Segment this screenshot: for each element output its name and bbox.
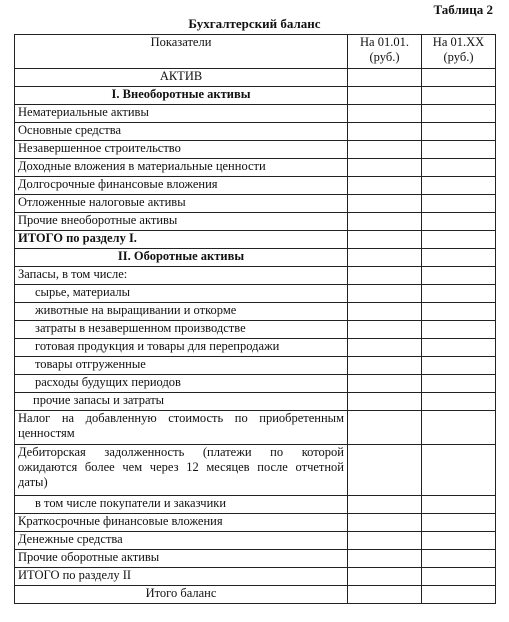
table-row xyxy=(15,69,496,87)
table-row xyxy=(15,141,496,159)
value-cell-start[interactable] xyxy=(348,514,422,532)
table-row xyxy=(15,267,496,285)
row-label: II. Оборотные активы xyxy=(15,249,348,267)
row-label: Денежные средства xyxy=(15,532,348,550)
value-cell-end[interactable] xyxy=(422,231,496,249)
table-row xyxy=(15,445,496,496)
value-cell-start[interactable] xyxy=(348,177,422,195)
value-cell-start[interactable] xyxy=(348,303,422,321)
value-cell-start[interactable] xyxy=(348,159,422,177)
value-cell-end[interactable] xyxy=(422,514,496,532)
value-cell-end[interactable] xyxy=(422,393,496,411)
value-cell-end[interactable] xyxy=(422,550,496,568)
row-label: ИТОГО по разделу I. xyxy=(15,231,348,249)
table-caption: Таблица 2 xyxy=(433,2,493,17)
value-cell-end[interactable] xyxy=(422,568,496,586)
row-label: Прочие оборотные активы xyxy=(15,550,348,568)
value-cell-end[interactable] xyxy=(422,532,496,550)
value-cell-start[interactable] xyxy=(348,375,422,393)
value-cell-start[interactable] xyxy=(348,87,422,105)
row-label: Краткосрочные финансовые вложения xyxy=(15,514,348,532)
value-cell-end[interactable] xyxy=(422,586,496,604)
table-row xyxy=(15,303,496,321)
table-row xyxy=(15,586,496,604)
row-label: Долгосрочные финансовые вложения xyxy=(15,177,348,195)
row-label: товары отгруженные xyxy=(15,357,348,375)
table-body xyxy=(15,69,496,604)
value-cell-end[interactable] xyxy=(422,321,496,339)
row-label: Основные средства xyxy=(15,123,348,141)
value-cell-start[interactable] xyxy=(348,249,422,267)
table-row xyxy=(15,285,496,303)
value-cell-end[interactable] xyxy=(422,141,496,159)
table-row xyxy=(15,514,496,532)
balance-sheet-table xyxy=(14,34,496,604)
table-row xyxy=(15,87,496,105)
value-cell-end[interactable] xyxy=(422,445,496,496)
value-cell-start[interactable] xyxy=(348,568,422,586)
column-header-indicator: Показатели xyxy=(15,35,348,69)
table-row xyxy=(15,568,496,586)
row-label: готовая продукция и товары для перепродажи xyxy=(15,339,348,357)
table-row xyxy=(15,496,496,514)
value-cell-start[interactable] xyxy=(348,586,422,604)
row-label: ИТОГО по разделу II xyxy=(15,568,348,586)
value-cell-end[interactable] xyxy=(422,195,496,213)
value-cell-end[interactable] xyxy=(422,357,496,375)
table-row xyxy=(15,105,496,123)
column-header-end: На 01.XX (руб.) xyxy=(422,35,496,69)
table-row xyxy=(15,159,496,177)
value-cell-end[interactable] xyxy=(422,69,496,87)
value-cell-end[interactable] xyxy=(422,177,496,195)
value-cell-start[interactable] xyxy=(348,69,422,87)
row-label: Незавершенное строительство xyxy=(15,141,348,159)
table-row xyxy=(15,249,496,267)
table-row xyxy=(15,411,496,445)
value-cell-start[interactable] xyxy=(348,231,422,249)
value-cell-start[interactable] xyxy=(348,321,422,339)
value-cell-end[interactable] xyxy=(422,105,496,123)
value-cell-start[interactable] xyxy=(348,445,422,496)
value-cell-end[interactable] xyxy=(422,213,496,231)
row-label: затраты в незавершенном производстве xyxy=(15,321,348,339)
value-cell-end[interactable] xyxy=(422,267,496,285)
row-label: животные на выращивании и откорме xyxy=(15,303,348,321)
value-cell-start[interactable] xyxy=(348,213,422,231)
row-label: прочие запасы и затраты xyxy=(15,393,348,411)
value-cell-start[interactable] xyxy=(348,285,422,303)
row-label: в том числе покупатели и заказчики xyxy=(15,496,348,514)
value-cell-start[interactable] xyxy=(348,195,422,213)
value-cell-start[interactable] xyxy=(348,267,422,285)
row-label: Прочие внеоборотные активы xyxy=(15,213,348,231)
value-cell-end[interactable] xyxy=(422,339,496,357)
value-cell-start[interactable] xyxy=(348,339,422,357)
value-cell-start[interactable] xyxy=(348,357,422,375)
value-cell-end[interactable] xyxy=(422,285,496,303)
table-row xyxy=(15,321,496,339)
table-row xyxy=(15,339,496,357)
value-cell-end[interactable] xyxy=(422,375,496,393)
row-label: Итого баланс xyxy=(15,586,348,604)
value-cell-end[interactable] xyxy=(422,496,496,514)
row-label: Нематериальные активы xyxy=(15,105,348,123)
value-cell-end[interactable] xyxy=(422,123,496,141)
row-label: Дебиторская задолженность (платежи по которой ожидаются более чем через 12 месяцев после отчетной даты) xyxy=(15,445,348,496)
value-cell-start[interactable] xyxy=(348,141,422,159)
value-cell-end[interactable] xyxy=(422,249,496,267)
row-label: АКТИВ xyxy=(15,69,348,87)
row-label: расходы будущих периодов xyxy=(15,375,348,393)
value-cell-end[interactable] xyxy=(422,411,496,445)
table-row xyxy=(15,213,496,231)
row-label: I. Внеоборотные активы xyxy=(15,87,348,105)
row-label: Запасы, в том числе: xyxy=(15,267,348,285)
value-cell-start[interactable] xyxy=(348,532,422,550)
value-cell-start[interactable] xyxy=(348,123,422,141)
table-row xyxy=(15,195,496,213)
table-row xyxy=(15,177,496,195)
column-header-start: На 01.01. (руб.) xyxy=(348,35,422,69)
value-cell-end[interactable] xyxy=(422,159,496,177)
value-cell-start[interactable] xyxy=(348,411,422,445)
value-cell-end[interactable] xyxy=(422,303,496,321)
table-row xyxy=(15,123,496,141)
value-cell-start[interactable] xyxy=(348,550,422,568)
table-row xyxy=(15,357,496,375)
row-label: сырье, материалы xyxy=(15,285,348,303)
row-label: Доходные вложения в материальные ценности xyxy=(15,159,348,177)
value-cell-start[interactable] xyxy=(348,393,422,411)
row-label: Налог на добавленную стоимость по приобретенным ценностям xyxy=(15,411,348,445)
table-row xyxy=(15,532,496,550)
table-row xyxy=(15,393,496,411)
value-cell-end[interactable] xyxy=(422,87,496,105)
row-label: Отложенные налоговые активы xyxy=(15,195,348,213)
value-cell-start[interactable] xyxy=(348,496,422,514)
table-row xyxy=(15,231,496,249)
header-row xyxy=(15,35,496,69)
table-row xyxy=(15,375,496,393)
document-title: Бухгалтерский баланс xyxy=(188,16,321,31)
table-row xyxy=(15,550,496,568)
value-cell-start[interactable] xyxy=(348,105,422,123)
